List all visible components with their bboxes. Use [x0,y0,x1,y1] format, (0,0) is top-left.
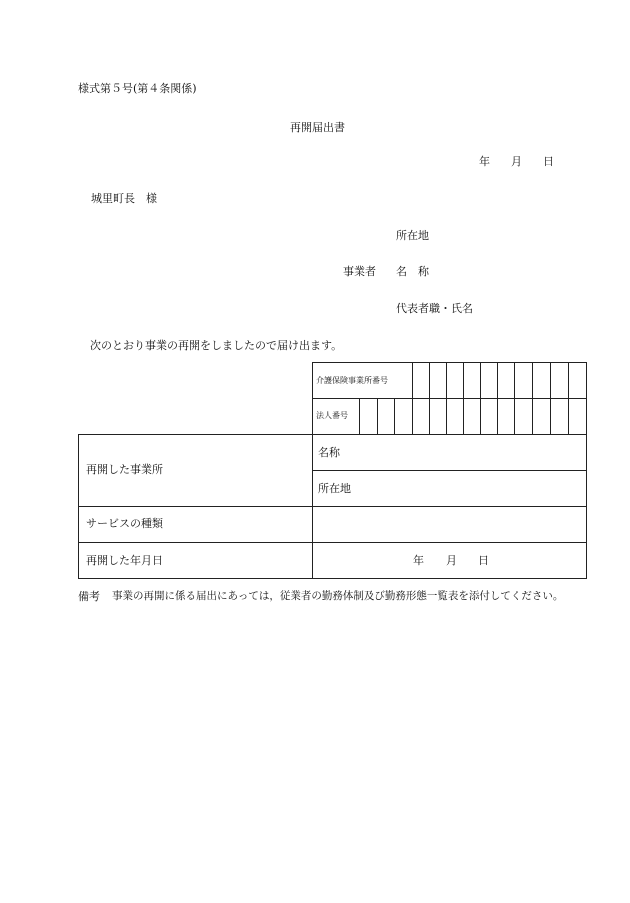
care-office-number-cell[interactable] [463,362,464,398]
corporate-number-cell[interactable] [480,398,481,434]
corporate-number-cell[interactable] [446,398,447,434]
addressee: 城里町長 様 [91,192,157,205]
corporate-number-cell[interactable] [394,398,395,434]
care-office-number-cell[interactable] [429,362,430,398]
care-office-number-cell[interactable] [446,362,447,398]
form-number: 様式第５号(第４条関係) [78,82,197,95]
applicant-label: 事業者 [343,265,376,278]
resume-date-label: 再開した年月日 [86,554,163,567]
corporate-number-cell[interactable] [412,398,413,434]
document-title: 再開届出書 [290,121,345,134]
service-type-label: サービスの種類 [86,517,163,530]
corporate-number-cell[interactable] [532,398,533,434]
applicant-name-label: 名 称 [396,265,429,278]
corporate-number-cell[interactable] [377,398,378,434]
corporate-number-label: 法人番号 [316,411,348,420]
resumed-office-label: 再開した事業所 [86,463,163,476]
care-office-number-cell[interactable] [412,362,413,398]
resume-date-day-label: 日 [478,554,489,567]
care-office-number-cell[interactable] [532,362,533,398]
office-name-field[interactable] [346,436,584,468]
care-office-number-cell[interactable] [568,362,569,398]
care-office-number-cell[interactable] [497,362,498,398]
intro-text: 次のとおり事業の再開をしましたので届け出ます。 [90,339,343,352]
date-month-label: 月 [511,155,522,168]
representative-label: 代表者職・氏名 [396,302,473,315]
resume-date-month-label: 月 [446,554,457,567]
corporate-number-cell[interactable] [550,398,551,434]
office-name-label: 名称 [318,446,340,459]
corporate-number-cell[interactable] [359,398,360,434]
care-office-number-cell[interactable] [550,362,551,398]
care-office-number-cell[interactable] [514,362,515,398]
corporate-number-cell[interactable] [514,398,515,434]
office-address-label: 所在地 [318,482,351,495]
corporate-number-cell[interactable] [497,398,498,434]
care-office-number-cell[interactable] [480,362,481,398]
office-address-field[interactable] [358,472,584,504]
remarks-text: 事業の再開に係る届出にあっては，従業者の勤務体制及び勤務形態一覧表を添付してください。 [112,590,564,602]
applicant-location-label: 所在地 [396,229,429,242]
remarks-label: 備考 [78,590,100,603]
care-office-number-label: 介護保険事業所番号 [316,376,388,385]
service-type-field[interactable] [314,508,584,540]
date-day-label: 日 [543,155,554,168]
corporate-number-cell[interactable] [463,398,464,434]
corporate-number-cell[interactable] [568,398,569,434]
resume-date-field[interactable] [314,544,584,576]
date-year-label: 年 [479,155,490,168]
resume-date-year-label: 年 [413,554,424,567]
corporate-number-cell[interactable] [429,398,430,434]
